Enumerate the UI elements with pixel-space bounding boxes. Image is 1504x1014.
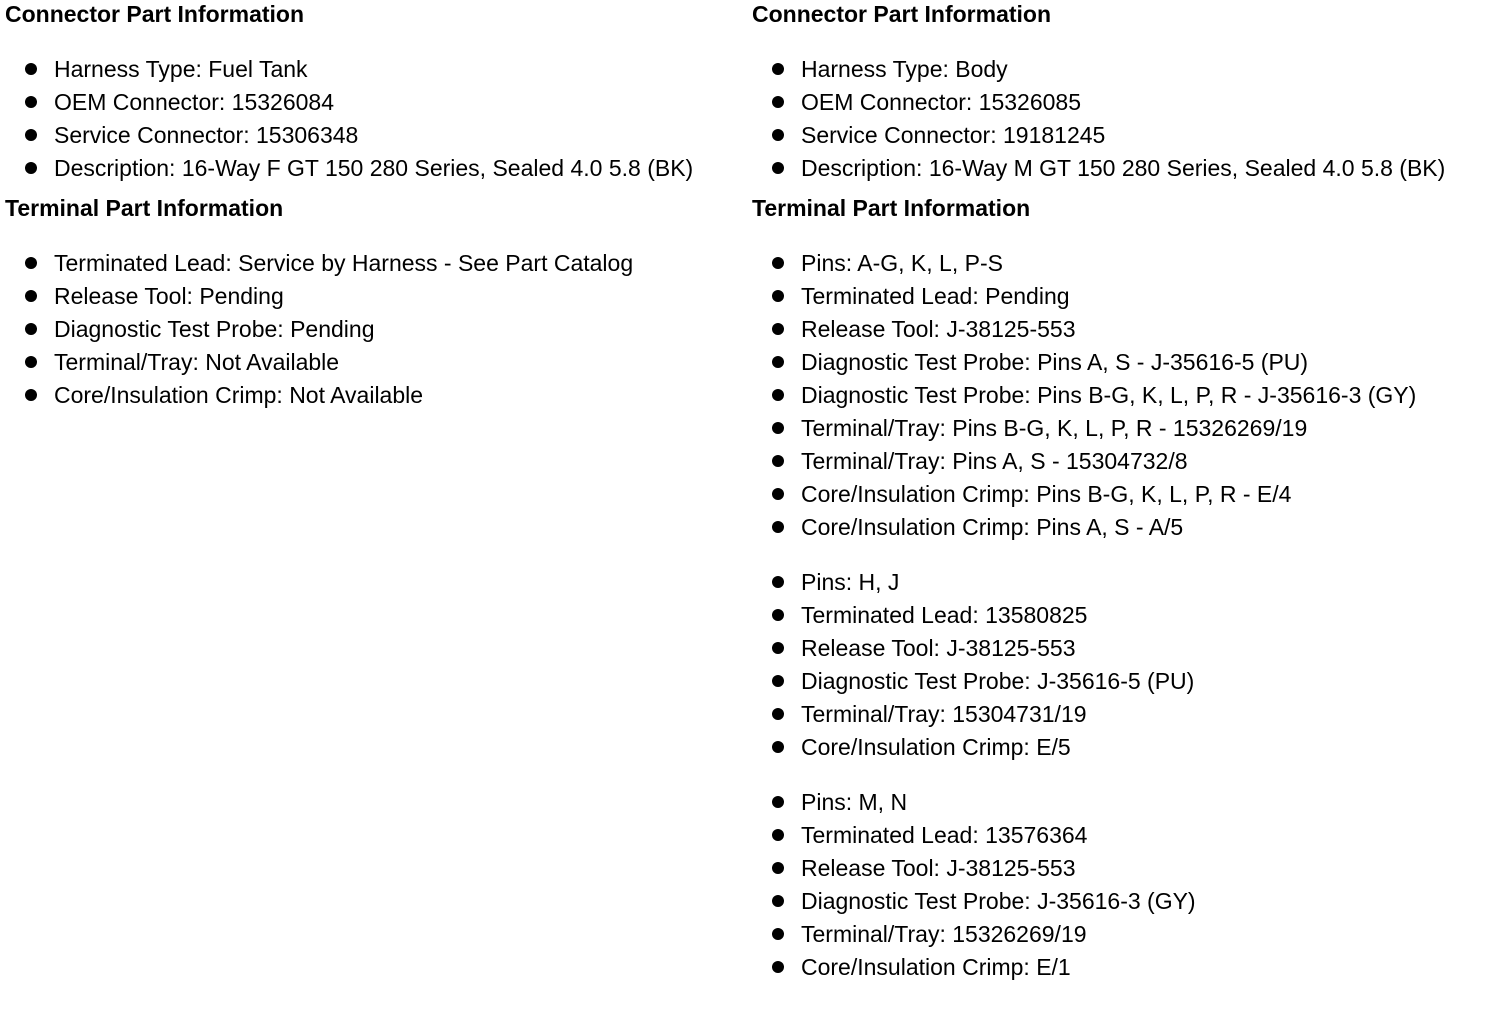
- list-item: [752, 666, 1500, 697]
- list-item: [752, 153, 1500, 184]
- list-item-text: OEM Connector: 15326084: [54, 89, 335, 115]
- list-item-text: OEM Connector: 15326085: [801, 89, 1082, 115]
- bullet-icon: [772, 796, 784, 808]
- list-item-text: Terminal/Tray: Pins A, S - 15304732/8: [801, 448, 1188, 474]
- list-item-text: Terminated Lead: Service by Harness - See Part Catalog: [54, 250, 634, 276]
- bullet-icon: [772, 741, 784, 753]
- terminal-part-heading: Terminal Part Information: [752, 195, 1031, 221]
- list-item-text: Diagnostic Test Probe: Pins A, S - J-35616-5 (PU): [801, 349, 1309, 375]
- bullet-icon: [772, 290, 784, 302]
- list-item: [5, 347, 735, 378]
- connector-part-list: [752, 54, 1500, 184]
- list-item: [752, 886, 1500, 917]
- list-item-text: Harness Type: Body: [801, 56, 1008, 82]
- bullet-icon: [772, 675, 784, 687]
- bullet-icon: [25, 96, 37, 108]
- list-item: [752, 413, 1500, 444]
- terminal-group-list: [752, 787, 1500, 983]
- bullet-icon: [772, 162, 784, 174]
- bullet-icon: [772, 895, 784, 907]
- list-item-text: Description: 16-Way F GT 150 280 Series, Sealed 4.0 5.8 (BK): [54, 155, 694, 181]
- list-item-text: Core/Insulation Crimp: Not Available: [54, 382, 424, 408]
- list-item: [5, 153, 735, 184]
- list-item: [752, 787, 1500, 818]
- list-item-text: Diagnostic Test Probe: J-35616-3 (GY): [801, 888, 1196, 914]
- list-item-text: Service Connector: 15306348: [54, 122, 359, 148]
- list-item: [5, 314, 735, 345]
- list-item: [752, 853, 1500, 884]
- bullet-icon: [772, 323, 784, 335]
- list-item-text: Core/Insulation Crimp: Pins A, S - A/5: [801, 514, 1184, 540]
- list-item: [5, 54, 735, 85]
- list-item: [5, 87, 735, 118]
- list-item-text: Pins: M, N: [801, 789, 908, 815]
- bullet-icon: [772, 389, 784, 401]
- list-item: [752, 120, 1500, 151]
- connector-part-list: [5, 54, 735, 184]
- bullet-icon: [772, 576, 784, 588]
- bullet-icon: [772, 708, 784, 720]
- list-item: [752, 699, 1500, 730]
- bullet-icon: [772, 862, 784, 874]
- list-item: [5, 120, 735, 151]
- list-item-text: Terminated Lead: 13580825: [801, 602, 1088, 628]
- list-item: [752, 600, 1500, 631]
- bullet-icon: [772, 961, 784, 973]
- bullet-icon: [772, 63, 784, 75]
- list-item-text: Release Tool: J-38125-553: [801, 316, 1076, 342]
- list-item: [752, 952, 1500, 983]
- list-item: [752, 820, 1500, 851]
- bullet-icon: [25, 290, 37, 302]
- list-item: [752, 248, 1500, 279]
- bullet-icon: [772, 129, 784, 141]
- list-item: [752, 633, 1500, 664]
- list-item: [5, 380, 735, 411]
- list-item: [752, 87, 1500, 118]
- list-item-text: Release Tool: J-38125-553: [801, 855, 1076, 881]
- list-item-text: Core/Insulation Crimp: Pins B-G, K, L, P, R - E/4: [801, 481, 1292, 507]
- bullet-icon: [772, 422, 784, 434]
- bullet-icon: [772, 356, 784, 368]
- right-column: [752, 0, 1500, 985]
- list-item: [752, 567, 1500, 598]
- connector-part-heading: Connector Part Information: [752, 1, 1052, 27]
- list-item-text: Core/Insulation Crimp: E/1: [801, 954, 1071, 980]
- terminal-part-heading: Terminal Part Information: [5, 195, 284, 221]
- list-item-text: Release Tool: Pending: [54, 283, 284, 309]
- bullet-icon: [25, 323, 37, 335]
- left-column: [5, 0, 735, 413]
- list-item-text: Pins: H, J: [801, 569, 900, 595]
- list-item-text: Diagnostic Test Probe: J-35616-5 (PU): [801, 668, 1195, 694]
- connector-part-heading: Connector Part Information: [5, 1, 305, 27]
- bullet-icon: [772, 455, 784, 467]
- list-item: [5, 281, 735, 312]
- list-item: [752, 314, 1500, 345]
- bullet-icon: [772, 488, 784, 500]
- bullet-icon: [772, 96, 784, 108]
- bullet-icon: [772, 928, 784, 940]
- bullet-icon: [772, 609, 784, 621]
- list-item-text: Service Connector: 19181245: [801, 122, 1106, 148]
- list-item: [752, 919, 1500, 950]
- list-item: [752, 732, 1500, 763]
- list-item-text: Terminal/Tray: Pins B-G, K, L, P, R - 15326269/19: [801, 415, 1308, 441]
- list-item-text: Terminated Lead: Pending: [801, 283, 1070, 309]
- bullet-icon: [25, 389, 37, 401]
- bullet-icon: [772, 642, 784, 654]
- list-item: [752, 512, 1500, 543]
- list-item: [752, 54, 1500, 85]
- bullet-icon: [772, 257, 784, 269]
- bullet-icon: [25, 129, 37, 141]
- list-item-text: Harness Type: Fuel Tank: [54, 56, 308, 82]
- list-item: [752, 281, 1500, 312]
- bullet-icon: [25, 63, 37, 75]
- list-item: [752, 479, 1500, 510]
- list-item: [5, 248, 735, 279]
- bullet-icon: [25, 356, 37, 368]
- terminal-part-list: [5, 248, 735, 411]
- list-item-text: Terminal/Tray: 15304731/19: [801, 701, 1087, 727]
- bullet-icon: [25, 257, 37, 269]
- bullet-icon: [25, 162, 37, 174]
- list-item-text: Description: 16-Way M GT 150 280 Series, Sealed 4.0 5.8 (BK): [801, 155, 1446, 181]
- terminal-group-list: [752, 248, 1500, 543]
- list-item-text: Terminal/Tray: Not Available: [54, 349, 340, 375]
- bullet-icon: [772, 521, 784, 533]
- list-item-text: Release Tool: J-38125-553: [801, 635, 1076, 661]
- list-item-text: Terminated Lead: 13576364: [801, 822, 1088, 848]
- list-item-text: Core/Insulation Crimp: E/5: [801, 734, 1071, 760]
- list-item-text: Diagnostic Test Probe: Pins B-G, K, L, P, R - J-35616-3 (GY): [801, 382, 1417, 408]
- terminal-group-list: [752, 567, 1500, 763]
- list-item: [752, 380, 1500, 411]
- list-item: [752, 446, 1500, 477]
- list-item: [752, 347, 1500, 378]
- list-item-text: Pins: A-G, K, L, P-S: [801, 250, 1003, 276]
- list-item-text: Terminal/Tray: 15326269/19: [801, 921, 1087, 947]
- list-item-text: Diagnostic Test Probe: Pending: [54, 316, 375, 342]
- bullet-icon: [772, 829, 784, 841]
